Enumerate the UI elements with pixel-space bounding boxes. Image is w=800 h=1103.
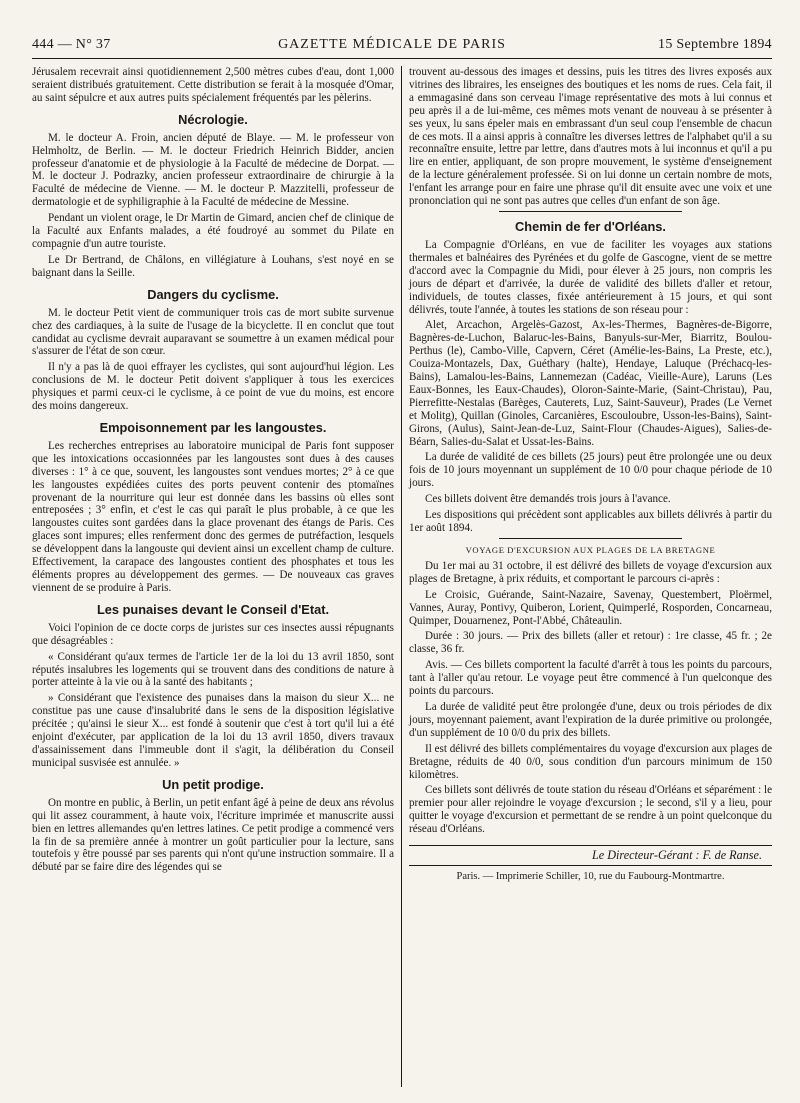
necrologie-paragraph-2: Pendant un violent orage, le Dr Martin de Gimard, ancien chef de clinique de la Faculté aux Enfants malades, a été foudroyé au sommet du Pilate en compagnie d'un autre touriste.	[32, 212, 394, 250]
cyclisme-heading: Dangers du cyclisme.	[147, 286, 279, 302]
prodige-continuation: trouvent au-dessous des images et dessins, puis les titres des livres exposés aux vitrines des libraires, les enseignes des boutiques et les noms de rues. Cela fait, il a emmagasiné dans son cerveau l'image représentative des mots à lui connus et peu après il a de lui-même, ces mêmes mots venant de nouveau à se présenter à ses yeux, lu sans épeler mais en embrassant d'un seul coup l'ensemble de chacun de ces mots. Il a ainsi appris à connaître les diverses lettres de l'alphabet qu'il a su reconnaître ensuite, lettre par lettre, dans d'autres mots à lui inconnus et qu'il a pu lire en entier, appliquant, de son propre mouvement, le système d'enseignement de la lecture généralement professée. Si on lui donne un certain nombre de mots, l'enfant les arrange pour en faire une phrase qu'il dit ensuite avec une voix et une prononciation qui ne sont pas autres que celles d'un enfant de son âge.	[409, 66, 772, 208]
right-column	[402, 66, 772, 1087]
bretagne-paragraph-4: Avis. — Ces billets comportent la faculté d'arrêt à tous les points du parcours, tant à l'aller qu'au retour. Le voyage peut être commencé à l'un quelconque des points du parcours.	[409, 659, 772, 698]
punaises-paragraph-3: » Considérant que l'existence des punaises dans la maison du sieur X... ne constitue pas une cause d'insalubrité dans le sens de la disposition législative précitée ; qu'ainsi le sieur X... est fondé à soutenir que c'est à tort qu'il lui a été enjoint d'exécuter, par application de la loi du 13 avril 1850, divers travaux d'assainissement dans l'immeuble dont il s'agit, la délibération du Conseil municipal susvisée est annulée. »	[32, 692, 394, 769]
langoustes-paragraph-1: Les recherches entreprises au laboratoire municipal de Paris font supposer que les intoxications occasionnées par les langoustes sont dues à des causes diverses : 1° à ce que, souvent, les langoustes sont vendues mortes; 2° à ce que les langoustes expédiées cuites des ports peuvent contenir des ptomaïnes provenant de la nourriture qui leur est donnée dans les bassins où elles sont entreposées ; 3° enfin, et c'est le cas qui paraît le plus probable, à ce que les langoustes cuites sont gardées dans la glace provenant des étangs de Paris. Ces glaces sont impures; elles renferment donc des germes de putréfaction, lesquels se développent dans la langouste qui devient ainsi un excellent champ de culture. Effectivement, la carapace des langoustes contient des phosphates et tous les éléments propres au développement des germes. — De nouveaux cas graves viennent de se produire à Paris.	[32, 439, 394, 594]
punaises-paragraph-1: Voici l'opinion de ce docte corps de juristes sur ces insectes aussi répugnants que désagréables :	[32, 621, 394, 647]
page-header	[32, 32, 772, 59]
bretagne-paragraph-6: Il est délivré des billets complémentaires du voyage d'excursion aux plages de Bretagne, réduits de 40 0/0, sous condition d'un parcours minimum de 150 kilomètres.	[409, 742, 772, 781]
director-signature: Le Directeur-Gérant : F. de Ranse.	[409, 845, 772, 866]
bretagne-paragraph-3: Durée : 30 jours. — Prix des billets (aller et retour) : 1re classe, 45 fr. ; 2e classe, 36 fr.	[409, 630, 772, 656]
orleans-paragraph-3: Ces billets doivent être demandés trois jours à l'avance.	[425, 493, 671, 506]
bretagne-heading: VOYAGE D'EXCURSION AUX PLAGES DE LA BRETAGNE	[465, 544, 716, 555]
section-divider	[499, 211, 682, 212]
bretagne-paragraph-7: Ces billets sont délivrés de toute station du réseau d'Orléans et séparément : le premier pour aller rejoindre le voyage d'excursion ; le second, s'il y a lieu, pour quitter le voyage d'excursion et permettant de se rendre à un point quelconque du réseau d'Orléans.	[409, 784, 772, 836]
bretagne-paragraph-1: Du 1er mai au 31 octobre, il est délivré des billets de voyage d'excursion aux plages de Bretagne, à prix réduits, et comportant le parcours ci-après :	[409, 559, 772, 585]
printer-imprint: Paris. — Imprimerie Schiller, 10, rue du Faubourg-Montmartre.	[456, 871, 725, 883]
intro-paragraph: Jérusalem recevrait ainsi quotidiennement 2,500 mètres cubes d'eau, dont 1,000 seraient distribués gratuitement. Cette distribution se ferait à la mosquée d'Omar, au saint sépulcre et aux autres puits spécialement fréquentés par les pèlerins.	[32, 66, 394, 104]
cyclisme-paragraph-2: Il n'y a pas là de quoi effrayer les cyclistes, qui sont aujourd'hui légion. Les conclusions de M. le docteur Petit doivent s'appliquer à tous les exercices physiques et parmi ceux-ci le cyclisme, à ce point de vue du moins, est encore des moins dangereux.	[32, 361, 394, 413]
journal-title: GAZETTE MÉDICALE DE PARIS	[278, 37, 506, 52]
orleans-paragraph-2: La durée de validité de ces billets (25 jours) peut être prolongée une ou deux fois de 10 jours moyennant un supplément de 10 0/0 pour chaque période de 10 jours.	[409, 451, 772, 490]
langoustes-heading: Empoisonnement par les langoustes.	[99, 419, 327, 435]
orleans-paragraph-4: Les dispositions qui précèdent sont applicables aux billets délivrés à partir du 1er août 1894.	[409, 509, 772, 534]
necrologie-paragraph-1: M. le docteur A. Froin, ancien député de Blaye. — M. le professeur von Helmholtz, de Berlin. — M. le docteur Friedrich Heinrich Bidder, ancien professeur d'anatomie et de physiologie à la Faculté de médecine de Dorpat. — M. le docteur J. Podrazky, ancien professeur extraordinaire de chirurgie à la Faculté de médecine de Vienne. — M. le docteur P. Mazzitelli, professeur de dermatologie et de syphiligraphie à la Faculté de médecine de Messine.	[32, 131, 394, 209]
necrologie-heading: Nécrologie.	[178, 111, 248, 127]
orleans-paragraph-1: La Compagnie d'Orléans, en vue de faciliter les voyages aux stations thermales et balnéaires des Pyrénées et du golfe de Gascogne, vient de se mettre d'accord avec la Compagnie du Midi, pour élever à 25 jours, non compris les jours de départ et d'arrivée, la durée de validité des billets d'aller et retour, individuels, de toutes classes, fixée antérieurement à 15 jours, et qui sont délivrés, toute l'année, à toutes les stations de son réseau pour :	[409, 238, 772, 316]
left-column	[32, 66, 402, 1087]
punaises-heading: Les punaises devant le Conseil d'Etat.	[96, 601, 330, 617]
page-issue-number: 444 — N° 37	[32, 37, 111, 52]
orleans-heading: Chemin de fer d'Orléans.	[515, 218, 666, 234]
orleans-stations-list: Alet, Arcachon, Argelès-Gazost, Ax-les-Thermes, Bagnères-de-Bigorre, Bagnères-de-Luchon, Balaruc-les-Bains, Banyuls-sur-Mer, Biarritz, Boulou-Perthus (le), Cambo-Ville, Capvern, Céret (Amélie-les-Bains, La Preste, etc.), Couiza-Montazels, Dax, Guéthary (halte), Hendaye, Laluque (Préchacq-les-Bains), Lamalou-les-Bains, Lannemezan (Cadéac, Vieille-Aure), Laruns (Les Eaux-Bonnes, les Eaux-Chaudes), Oloron-Sainte-Marie, (Saint-Christau), Pau, Pierrefitte-Nestalas (Barèges, Cauterets, Luz, Saint-Sauveur), Prades (Le Vernet et Molitg), Quillan (Ginoles, Carcanières, Escouloubre, Usson-les-Bains), Saint-Girons, (Aulus), Saint-Jean-de-Luz, Saint-Flour (Chaudes-Aigues), Salies-de-Béarn, Salies-du-Salat et Ussat-les-Bains.	[409, 319, 772, 448]
cyclisme-paragraph-1: M. le docteur Petit vient de communiquer trois cas de mort subite survenue chez des cardiaques, à la suite de l'usage de la bicyclette. Il en conclut que tout candidat au cyclisme devrait auparavant se soumettre à un examen médical pour s'assurer de l'état de son cœur.	[32, 306, 394, 358]
prodige-heading: Un petit prodige.	[162, 776, 264, 792]
bretagne-paragraph-5: La durée de validité peut être prolongée d'une, deux ou trois périodes de dix jours, moyennant paiement, avant l'expiration de la durée primitive ou prolongée, d'un supplément de 10 0/0 du prix des billets.	[409, 700, 772, 739]
necrologie-paragraph-3: Le Dr Bertrand, de Châlons, en villégiature à Louhans, s'est noyé en se baignant dans la Seille.	[32, 253, 394, 279]
prodige-paragraph-1: On montre en public, à Berlin, un petit enfant âgé à peine de deux ans révolus qui lit assez couramment, à haute voix, l'écriture imprimée et manuscrite aussi bien en lettres allemandes qu'en lettres latines. Ce petit prodige a commencé vers la fin de sa première année à montrer un goût particulier pour la lecture, sans toutefois y être poussé par ses parents qui n'ont qu'une instruction sommaire. Il a débuté par se faire dire des légendes qui se	[32, 796, 394, 874]
two-column-body	[32, 66, 772, 1087]
section-divider-2	[499, 538, 682, 539]
punaises-paragraph-2: « Considérant qu'aux termes de l'article 1er de la loi du 13 avril 1850, sont réputés insalubres les logements qui se trouvent dans des conditions de nature à porter atteinte à la vie ou à la santé des habitants ;	[32, 650, 394, 689]
bretagne-paragraph-2: Le Croisic, Guérande, Saint-Nazaire, Savenay, Questembert, Ploërmel, Vannes, Auray, Pontivy, Quiberon, Lorient, Quimperlé, Rosporden, Concarneau, Quimper, Douarnenez, Pont-l'Abbé, Châteaulin.	[409, 588, 772, 627]
issue-date: 15 Septembre 1894	[658, 37, 772, 52]
